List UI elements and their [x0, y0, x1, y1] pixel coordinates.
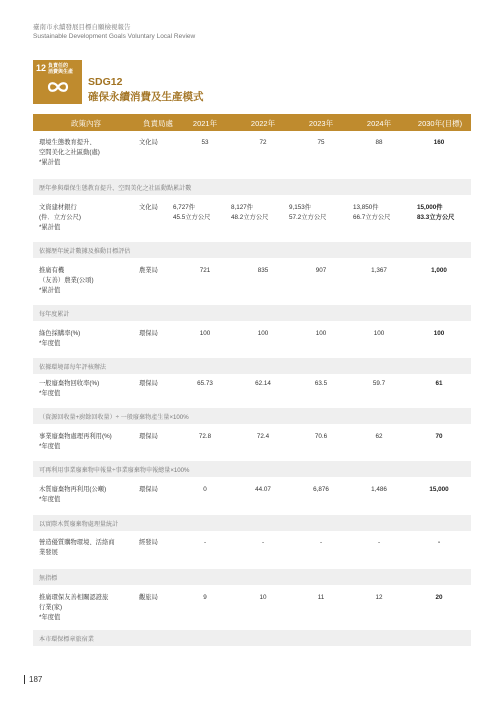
value-2022: 72.4 — [256, 433, 270, 440]
value-line: 13,850件 — [353, 204, 379, 211]
badge-label-line2: 消費與生產 — [48, 69, 74, 76]
value-2023 — [289, 203, 349, 223]
table-note — [33, 461, 471, 477]
policy-line: *年度值 — [39, 496, 61, 503]
table-note — [33, 569, 471, 585]
policy-line: *年度值 — [39, 443, 61, 450]
dept-cell: 觀旅局 — [139, 594, 158, 601]
page-number: 187 — [24, 675, 42, 684]
value-2024: 59.7 — [372, 380, 386, 387]
value-2021: 100 — [199, 330, 211, 337]
value-line: 57.2立方公尺 — [289, 214, 327, 221]
policy-line: *年度值 — [39, 340, 61, 347]
value-2022: 10 — [259, 594, 267, 601]
value-2023: 6,876 — [313, 486, 329, 493]
table-note — [33, 408, 471, 424]
policy-cell — [39, 138, 139, 168]
value-2024 — [353, 203, 413, 223]
value-2021: 9 — [203, 594, 207, 601]
policy-cell — [39, 266, 139, 296]
report-header — [33, 24, 195, 41]
col-header-dept: 負責局處 — [143, 119, 173, 128]
value-2022 — [231, 203, 291, 223]
value-2023: 11 — [317, 594, 325, 601]
note-text: 以實際木質廢棄物處理量統計 — [39, 521, 119, 528]
value-2024: 12 — [375, 594, 383, 601]
value-2021: 0 — [203, 486, 207, 493]
dept-cell: 文化局 — [139, 204, 158, 211]
value-2021: 72.8 — [198, 433, 212, 440]
value-line: 45.5立方公尺 — [173, 214, 211, 221]
value-2023: 63.5 — [314, 380, 328, 387]
value-2024: - — [377, 539, 381, 546]
policy-line: 綠色採購率(%) — [39, 330, 81, 337]
value-line: 83.3立方公尺 — [417, 214, 455, 221]
value-2023: 907 — [315, 267, 327, 274]
value-2023: 70.6 — [314, 433, 328, 440]
badge-label-line1: 負責任的 — [48, 63, 69, 69]
note-text: 本市環保標章旅宿業 — [39, 636, 94, 643]
policy-cell — [39, 593, 139, 623]
value-2023: 100 — [315, 330, 327, 337]
value-2030-target: 1,000 — [431, 267, 447, 274]
value-2024: 1,486 — [371, 486, 387, 493]
col-header-2024: 2024年 — [366, 119, 392, 128]
value-line: 9,153件 — [289, 204, 312, 211]
value-2030-target: 61 — [435, 380, 443, 387]
value-2030-target: 15,000 — [429, 486, 449, 493]
policy-cell — [39, 485, 139, 505]
value-2024: 1,367 — [371, 267, 387, 274]
policy-line: 行業(家) — [39, 604, 63, 611]
note-text: 可再利用事業廢棄物申報量÷事業廢棄物申報總量×100% — [39, 467, 190, 474]
value-2021: 53 — [201, 139, 209, 146]
policy-line: 環境生態教育提升、 — [39, 139, 96, 146]
value-2021: - — [203, 539, 207, 546]
report-title-en: Sustainable Development Goals Voluntary Local Review — [33, 32, 196, 40]
value-2021 — [173, 203, 233, 223]
col-header-2021: 2021年 — [192, 119, 218, 128]
policy-line: (件．立方公尺) — [39, 214, 81, 221]
dept-cell: 環保局 — [139, 330, 158, 337]
dept-cell: 環保局 — [139, 433, 158, 440]
section-title: SDG12 — [88, 76, 123, 88]
col-header-2022: 2022年 — [250, 119, 276, 128]
policy-line: *年度值 — [39, 390, 61, 397]
value-2022: - — [261, 539, 265, 546]
infinity-icon — [46, 80, 70, 94]
value-2023: 75 — [317, 139, 325, 146]
policy-line: 文資建材銀行 — [39, 204, 77, 211]
policy-line: *年度值 — [39, 614, 61, 621]
value-2030-target: 20 — [435, 594, 443, 601]
policy-cell — [39, 203, 139, 233]
value-2030-target: - — [437, 539, 441, 546]
policy-line: 營造優質購物環境、活絡商 — [39, 539, 115, 546]
policy-line: （友善）農業(公頃) — [39, 277, 94, 284]
table-note — [33, 179, 471, 195]
policy-cell — [39, 538, 139, 558]
table-note — [33, 515, 471, 531]
dept-cell: 農業局 — [139, 267, 158, 274]
policy-line: 事業廢棄物處理再利用(%) — [39, 433, 112, 440]
policy-line: 推廣環保友善相關認證旅 — [39, 594, 109, 601]
value-line: 6,727件 — [173, 204, 196, 211]
value-line: 15,000件 — [417, 204, 443, 211]
value-2022: 835 — [257, 267, 269, 274]
value-2030-target: 160 — [433, 139, 445, 146]
policy-line: 業發展 — [39, 549, 58, 556]
value-2022: 72 — [259, 139, 267, 146]
value-2030-target: 70 — [435, 433, 443, 440]
value-2021: 721 — [199, 267, 211, 274]
value-2030-target: 100 — [433, 330, 445, 337]
value-2024: 88 — [375, 139, 383, 146]
note-text: 依據環境部每年評核辦法 — [39, 364, 107, 371]
value-line: 8,127件 — [231, 204, 254, 211]
policy-line: *累計值 — [39, 159, 61, 166]
badge-number: 12 — [36, 63, 47, 73]
dept-cell: 環保局 — [139, 486, 158, 493]
report-title-zh: 臺南市永續發展目標自願檢視報告 — [33, 24, 131, 31]
section-subtitle: 確保永續消費及生產模式 — [88, 91, 204, 103]
value-2023: - — [319, 539, 323, 546]
dept-cell: 環保局 — [139, 380, 158, 387]
value-2021: 65.73 — [197, 380, 213, 387]
value-2022: 100 — [257, 330, 269, 337]
policy-cell — [39, 329, 139, 349]
table-header — [33, 114, 471, 131]
policy-cell — [39, 432, 139, 452]
policy-line: *累計值 — [39, 224, 61, 231]
col-header-policy: 政策內容 — [71, 119, 101, 128]
dept-cell: 文化局 — [139, 139, 158, 146]
table-note — [33, 630, 471, 646]
value-line: 66.7立方公尺 — [353, 214, 391, 221]
badge-label — [48, 63, 73, 75]
note-text: 無指標 — [39, 575, 58, 582]
value-2030-target — [417, 203, 477, 223]
value-2022: 62.14 — [255, 380, 271, 387]
policy-line: 推廣有機 — [39, 267, 65, 274]
policy-line: 一般廢棄物回收率(%) — [39, 380, 100, 387]
note-text: 依據歷年統計數據及推動目標評估 — [39, 248, 131, 255]
value-line: 48.2立方公尺 — [231, 214, 269, 221]
value-2022: 44.07 — [255, 486, 271, 493]
table-note — [33, 358, 471, 374]
note-text: 每年度累計 — [39, 311, 70, 318]
policy-line: *累計值 — [39, 287, 61, 294]
note-text: （資源回收量+廚餘回收量）÷ 一般廢棄物產生量×100% — [39, 414, 189, 421]
policy-line: 空間美化之社區動(處) — [39, 149, 100, 156]
value-2024: 100 — [373, 330, 385, 337]
table-note — [33, 242, 471, 258]
note-text: 歷年參與環保生態教育提升、空間美化之社區動點累計數 — [39, 185, 192, 192]
col-header-2023: 2023年 — [308, 119, 334, 128]
col-header-2030-target: 2030年(目標) — [417, 119, 463, 128]
policy-line: 木質廢棄物再利用(公噸) — [39, 486, 107, 493]
dept-cell: 經發局 — [139, 539, 158, 546]
sdg12-badge — [33, 60, 82, 104]
value-2024: 62 — [375, 433, 383, 440]
table-note — [33, 305, 471, 321]
policy-cell — [39, 379, 139, 399]
